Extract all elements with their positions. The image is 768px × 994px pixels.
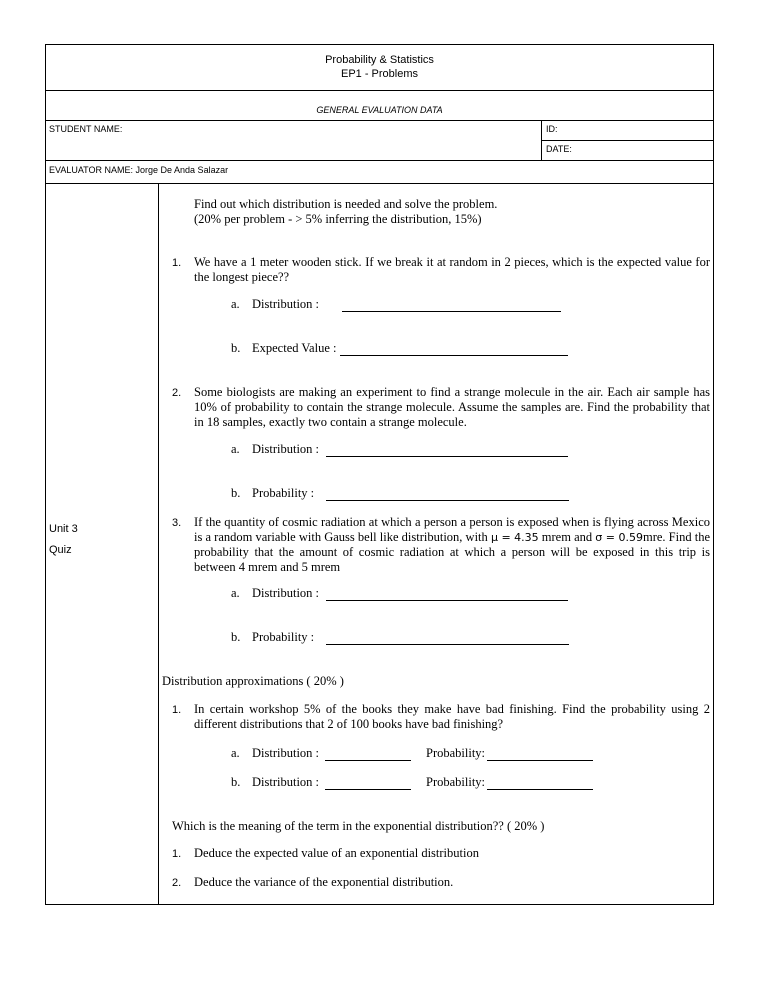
item-text: Deduce the variance of the exponential distribution. — [194, 875, 454, 889]
answer-blank[interactable] — [487, 778, 593, 790]
problem-text-part: If the quantity of cosmic radiation at which a person a person is exposed when is flying across Mexico is a random variable with Gauss bell like distribution, with — [194, 515, 710, 544]
divider — [158, 183, 159, 905]
sub-label: b. — [231, 341, 241, 355]
divider — [541, 140, 714, 141]
sub-question — [231, 746, 319, 761]
sub-question — [231, 586, 319, 601]
sub-label: a. — [231, 297, 240, 311]
problem-number: 3. — [172, 517, 182, 529]
problem-text: Some biologists are making an experiment to find a strange molecule in the air. Each air sample has 10% of probability to contain the strange molecule. Assume the samples are. Find the probability that in 18 samples, exactly two contain a strange molecule. — [194, 385, 710, 429]
answer-blank[interactable] — [326, 445, 568, 457]
date-label: DATE: — [546, 144, 572, 154]
section-title: GENERAL EVALUATION DATA — [316, 105, 443, 115]
sub-text: Probability : — [252, 630, 315, 644]
section-heading: Distribution approximations ( 20% ) — [162, 674, 344, 688]
sub-label: a. — [231, 442, 240, 456]
exam-title: EP1 - Problems — [340, 68, 419, 80]
quiz-label: Quiz — [49, 544, 72, 556]
item-text: Deduce the expected value of an exponential distribution — [194, 846, 479, 860]
answer-blank[interactable] — [326, 633, 569, 645]
sub-label: b. — [231, 630, 241, 644]
problem-number: 1. — [172, 257, 182, 269]
unit-label: Unit 3 — [49, 523, 78, 535]
problem-text — [194, 515, 710, 575]
sub-text: Distribution : — [252, 442, 320, 456]
sigma-expression: σ = 0.59 — [595, 531, 643, 544]
divider — [45, 120, 714, 121]
student-name-label: STUDENT NAME: — [49, 124, 123, 134]
divider — [45, 90, 714, 91]
answer-blank[interactable] — [326, 489, 569, 501]
section-heading: Which is the meaning of the term in the exponential distribution?? ( 20% ) — [172, 819, 545, 833]
instructions-line-2: (20% per problem - > 5% inferring the distribution, 15%) — [194, 212, 482, 226]
problem-text-part: mre. Find the probability that the amount of cosmic radiation at which a person will be exposed in this trip is between 4 mrem and 5 mrem — [194, 530, 711, 574]
divider — [541, 120, 542, 160]
sub-text: Probability : — [252, 486, 315, 500]
answer-blank[interactable] — [326, 589, 568, 601]
sub-label: b. — [231, 486, 241, 500]
mu-expression: μ = 4.35 — [490, 531, 539, 544]
sub-text: Distribution : — [252, 297, 320, 311]
problem-text: In certain workshop 5% of the books they make have bad finishing. Find the probability using 2 different distributions that 2 of 100 books have bad finishing? — [194, 702, 710, 731]
sub-question — [231, 775, 319, 790]
sub-question — [231, 486, 314, 501]
item-number: 1. — [172, 848, 182, 860]
sub-text: Distribution : — [252, 775, 320, 789]
problem-text: We have a 1 meter wooden stick. If we break it at random in 2 pieces, which is the expected value for the longest piece?? — [194, 255, 710, 284]
divider — [45, 183, 714, 184]
answer-blank[interactable] — [340, 344, 568, 356]
evaluator-name-label: EVALUATOR NAME: Jorge De Anda Salazar — [49, 165, 229, 175]
divider — [45, 160, 714, 161]
answer-blank[interactable] — [487, 749, 593, 761]
sub-label: b. — [231, 775, 241, 789]
sub-text: Expected Value : — [252, 341, 337, 355]
sub-label: a. — [231, 746, 240, 760]
answer-blank[interactable] — [325, 778, 411, 790]
problem-number: 2. — [172, 387, 182, 399]
answer-blank[interactable] — [342, 300, 561, 312]
sub-question — [231, 442, 319, 457]
answer-blank[interactable] — [325, 749, 411, 761]
probability-label: Probability: — [426, 775, 486, 789]
sub-question — [231, 630, 314, 645]
sub-text: Distribution : — [252, 586, 320, 600]
sub-question — [231, 341, 336, 356]
course-title: Probability & Statistics — [325, 54, 434, 66]
problem-text-part: mrem and — [541, 530, 593, 544]
sub-label: a. — [231, 586, 240, 600]
problem-number: 1. — [172, 704, 182, 716]
sub-text: Distribution : — [252, 746, 320, 760]
item-number: 2. — [172, 877, 182, 889]
sub-question — [231, 297, 319, 312]
probability-label: Probability: — [426, 746, 486, 760]
instructions-line-1: Find out which distribution is needed and solve the problem. — [194, 197, 498, 211]
id-label: ID: — [546, 124, 558, 134]
